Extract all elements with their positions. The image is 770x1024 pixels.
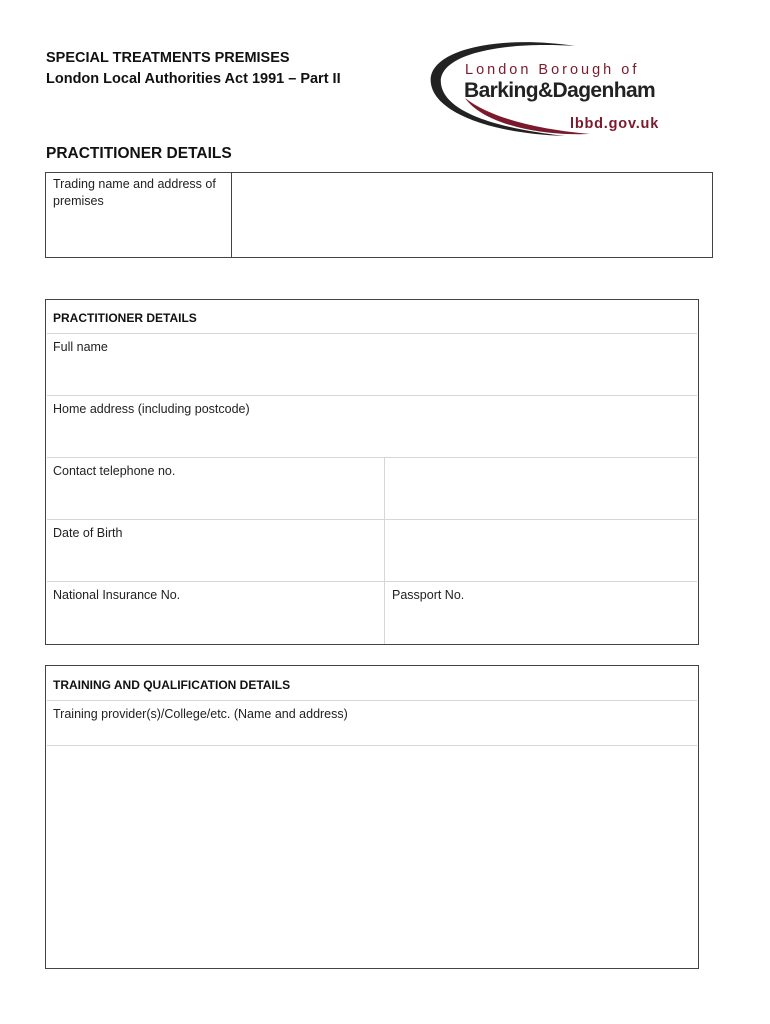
dob-field[interactable] (385, 520, 697, 581)
logo-line2: Barking&Dagenham (464, 79, 656, 102)
form-subtitle: London Local Authorities Act 1991 – Part II (46, 71, 341, 87)
row-divider (47, 700, 697, 701)
full-name-label: Full name (53, 340, 108, 354)
home-address-field[interactable] (47, 396, 697, 457)
training-box-heading: TRAINING AND QUALIFICATION DETAILS (53, 678, 291, 692)
telephone-label: Contact telephone no. (53, 464, 176, 478)
training-provider-field[interactable] (47, 746, 697, 968)
section-heading: PRACTITIONER DETAILS (46, 145, 232, 162)
ni-field[interactable] (47, 582, 384, 644)
telephone-field[interactable] (385, 458, 697, 519)
trading-table (45, 172, 713, 258)
ni-label: National Insurance No. (53, 588, 181, 602)
trading-label: Trading name and address of premises (53, 177, 216, 208)
training-box (45, 665, 699, 969)
logo-line1: London Borough of (465, 62, 640, 78)
passport-field[interactable] (385, 582, 697, 644)
form-title: SPECIAL TREATMENTS PREMISES (46, 50, 290, 66)
practitioner-box (45, 299, 699, 645)
practitioner-box-heading: PRACTITIONER DETAILS (53, 311, 197, 325)
logo-url: lbbd.gov.uk (570, 116, 660, 132)
training-provider-label: Training provider(s)/College/etc. (Name and address) (53, 707, 348, 721)
full-name-field[interactable] (47, 334, 697, 395)
passport-label: Passport No. (392, 588, 465, 602)
trading-input[interactable] (232, 173, 712, 257)
dob-label: Date of Birth (53, 526, 123, 540)
home-address-label: Home address (including postcode) (53, 402, 250, 416)
